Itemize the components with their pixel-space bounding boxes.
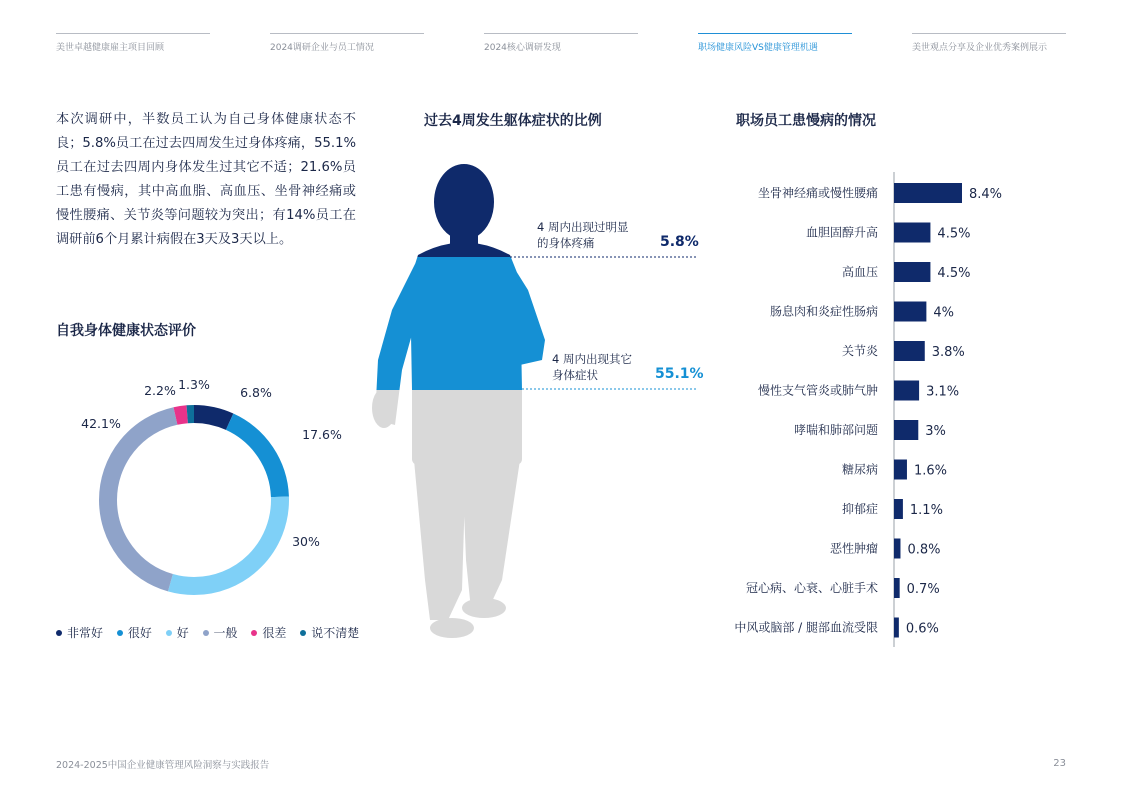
bar-value-label: 3.1% <box>926 384 960 400</box>
bar <box>894 381 919 401</box>
legend-swatch <box>56 630 62 636</box>
bar <box>894 578 900 598</box>
body-label-other: 4 周内出现其它身体症状 <box>552 352 632 382</box>
bar-category-label: 中风或脑部 / 腿部血流受限 <box>734 620 878 635</box>
bar-category-label: 高血压 <box>841 265 878 279</box>
bar-category-label: 糖尿病 <box>841 462 878 477</box>
tab-cases[interactable]: 美世观点分享及企业优秀案例展示 <box>912 33 1066 53</box>
bar-category-label: 冠心病、心衰、心脏手术 <box>745 581 878 595</box>
body-band-none <box>370 390 550 642</box>
legend-item <box>251 624 286 641</box>
bar <box>894 223 930 243</box>
legend-item <box>203 624 238 641</box>
donut-slice-label: 17.6% <box>302 427 342 442</box>
legend-label: 非常好 <box>67 626 104 640</box>
bar-category-label: 抑郁症 <box>841 502 878 516</box>
bar-category-label: 关节炎 <box>841 344 878 358</box>
bar-value-label: 0.8% <box>907 542 941 558</box>
bar-value-label: 3% <box>925 424 946 439</box>
bar-chart-title: 职场员工患慢病的情况 <box>736 113 876 129</box>
donut-slice-label: 2.2% <box>144 383 176 398</box>
bar <box>894 539 900 559</box>
legend-label: 好 <box>176 626 189 640</box>
donut-slice-label: 42.1% <box>81 416 121 431</box>
donut-slice-label: 6.8% <box>240 385 272 400</box>
page-number: 23 <box>1053 758 1066 769</box>
bar-category-label: 慢性支气管炎或肺气肿 <box>757 383 878 398</box>
donut-chart-title: 自我身体健康状态评价 <box>56 323 196 339</box>
bar <box>894 183 962 203</box>
bar <box>894 262 930 282</box>
bar <box>894 618 899 638</box>
legend-item <box>56 624 103 641</box>
top-navigation <box>56 33 1066 63</box>
tab-survey-companies[interactable]: 2024调研企业与员工情况 <box>270 33 424 53</box>
body-pct-pain: 5.8% <box>660 234 699 250</box>
legend-label: 一般 <box>213 626 238 640</box>
body-chart-title: 过去4周发生躯体症状的比例 <box>424 113 602 129</box>
bar-value-label: 4.5% <box>937 226 971 242</box>
body-label-pain: 4 周内出现过明显的身体疼痛 <box>537 220 629 250</box>
bar-category-label: 坐骨神经痛或慢性腰痛 <box>757 186 878 200</box>
legend-label: 说不清楚 <box>311 626 360 640</box>
bar-value-label: 8.4% <box>969 187 1003 202</box>
tab-core-findings[interactable]: 2024核心调研发现 <box>484 33 638 53</box>
bar <box>894 341 925 361</box>
bar-category-label: 恶性肿瘤 <box>829 541 878 556</box>
chronic-disease-bar-chart <box>730 172 1060 650</box>
body-pct-other: 55.1% <box>655 366 704 382</box>
bar-category-label: 肠息肉和炎症性肠病 <box>769 304 878 319</box>
bar-value-label: 4.5% <box>937 266 971 281</box>
bar <box>894 499 903 519</box>
legend-swatch <box>166 630 172 636</box>
health-self-rating-donut-chart <box>56 370 356 615</box>
bar-value-label: 0.7% <box>906 582 940 597</box>
legend-swatch <box>251 630 257 636</box>
bar-value-label: 4% <box>933 305 955 321</box>
legend-label: 很好 <box>127 626 152 640</box>
legend-item <box>166 624 189 641</box>
body-band-pain <box>370 160 550 257</box>
body-silhouette-figure <box>370 160 550 642</box>
legend-swatch <box>203 630 209 636</box>
bar <box>894 302 926 322</box>
tab-project-review[interactable]: 美世卓越健康雇主项目回顾 <box>56 33 210 53</box>
legend-item <box>117 624 152 641</box>
bar-category-label: 血胆固醇升高 <box>805 225 878 240</box>
bar-value-label: 0.6% <box>905 621 939 637</box>
bar-category-label: 哮喘和肺部问题 <box>793 423 878 437</box>
bar-value-label: 3.8% <box>931 345 965 360</box>
bar <box>894 460 907 480</box>
intro-paragraph: 本次调研中，半数员工认为自己身体健康状态不良；5.8%员工在过去四周发生过身体疼痛，55.1%员工在过去四周内身体发生过其它不适；21.6%员工患有慢病，其中高血脂、高血压、坐骨神经痛或慢性腰痛、关节炎等问题较为突出；有14%员工在调研前6个月累计病假在3天及3天以上。 <box>56 112 356 247</box>
donut-legend <box>56 624 369 641</box>
donut-slice-label: 1.3% <box>178 377 210 392</box>
legend-label: 很差 <box>262 626 287 640</box>
legend-swatch <box>300 630 306 636</box>
bar <box>894 420 918 440</box>
legend-swatch <box>117 630 123 636</box>
bar-value-label: 1.1% <box>909 503 943 518</box>
footer-report-title: 2024-2025中国企业健康管理风险洞察与实践报告 <box>56 760 270 771</box>
legend-item <box>300 624 359 641</box>
tab-health-risk[interactable]: 职场健康风险VS健康管理机遇 <box>698 33 852 53</box>
bar-value-label: 1.6% <box>913 463 947 479</box>
donut-slice-label: 30% <box>292 534 320 549</box>
